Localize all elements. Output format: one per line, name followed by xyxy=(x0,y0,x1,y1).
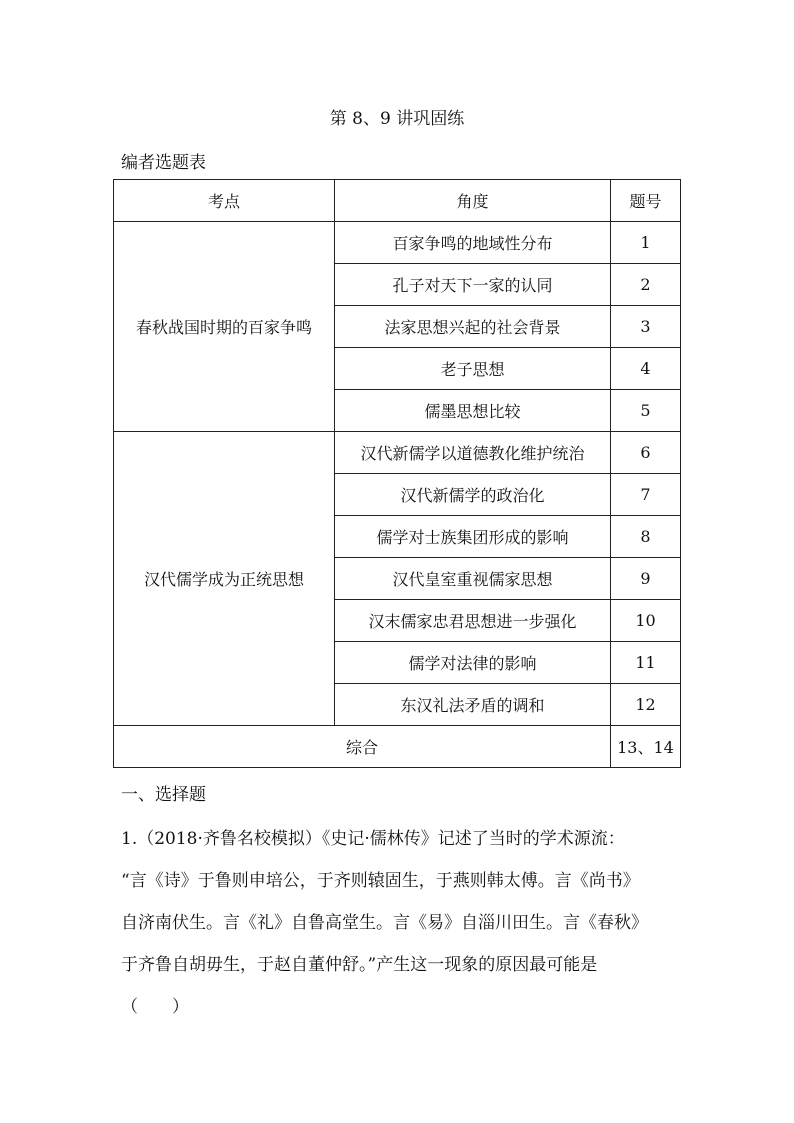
angle-cell: 儒学对法律的影响 xyxy=(335,642,611,684)
number-cell: 11 xyxy=(611,642,681,684)
angle-cell: 孔子对天下一家的认同 xyxy=(335,264,611,306)
summary-row xyxy=(114,726,681,768)
section-heading: 一、选择题 xyxy=(121,785,206,805)
topic-cell: 春秋战国时期的百家争鸣 xyxy=(114,222,335,432)
angle-cell: 老子思想 xyxy=(335,348,611,390)
question-line: 1.（2018·齐鲁名校模拟）《史记·儒林传》记述了当时的学术源流： xyxy=(121,829,625,849)
number-cell: 4 xyxy=(611,348,681,390)
angle-cell: 汉代新儒学以道德教化维护统治 xyxy=(335,432,611,474)
number-cell: 6 xyxy=(611,432,681,474)
number-cell: 1 xyxy=(611,222,681,264)
number-cell: 12 xyxy=(611,684,681,726)
angle-cell: 汉代新儒学的政治化 xyxy=(335,474,611,516)
number-cell: 2 xyxy=(611,264,681,306)
number-cell: 7 xyxy=(611,474,681,516)
topic-selection-table xyxy=(113,179,681,768)
topic-cell: 汉代儒学成为正统思想 xyxy=(114,432,335,726)
angle-cell: 儒学对士族集团形成的影响 xyxy=(335,516,611,558)
question-line: “言《诗》于鲁则申培公，于齐则辕固生，于燕则韩太傅。言《尚书》 xyxy=(121,871,640,891)
angle-cell: 东汉礼法矛盾的调和 xyxy=(335,684,611,726)
angle-cell: 百家争鸣的地域性分布 xyxy=(335,222,611,264)
number-cell: 9 xyxy=(611,558,681,600)
angle-cell: 汉代皇室重视儒家思想 xyxy=(335,558,611,600)
number-cell: 5 xyxy=(611,390,681,432)
table-caption: 编者选题表 xyxy=(121,153,206,173)
number-cell: 8 xyxy=(611,516,681,558)
table-row xyxy=(114,222,681,264)
question-1 xyxy=(121,818,677,1028)
answer-blank: （ ） xyxy=(121,997,189,1017)
angle-cell: 法家思想兴起的社会背景 xyxy=(335,306,611,348)
summary-label: 综合 xyxy=(114,726,611,768)
question-line: 于齐鲁自胡毋生，于赵自董仲舒。”产生这一现象的原因最可能是 xyxy=(121,955,598,975)
header-number: 题号 xyxy=(611,180,681,222)
question-line: 自济南伏生。言《礼》自鲁高堂生。言《易》自淄川田生。言《春秋》 xyxy=(121,913,648,933)
number-cell: 10 xyxy=(611,600,681,642)
summary-number: 13、14 xyxy=(611,726,681,768)
header-topic: 考点 xyxy=(114,180,335,222)
angle-cell: 汉末儒家忠君思想进一步强化 xyxy=(335,600,611,642)
table-row xyxy=(114,432,681,474)
header-angle: 角度 xyxy=(335,180,611,222)
number-cell: 3 xyxy=(611,306,681,348)
table-header-row xyxy=(114,180,681,222)
page-title: 第 8、9 讲巩固练 xyxy=(329,109,465,129)
angle-cell: 儒墨思想比较 xyxy=(335,390,611,432)
